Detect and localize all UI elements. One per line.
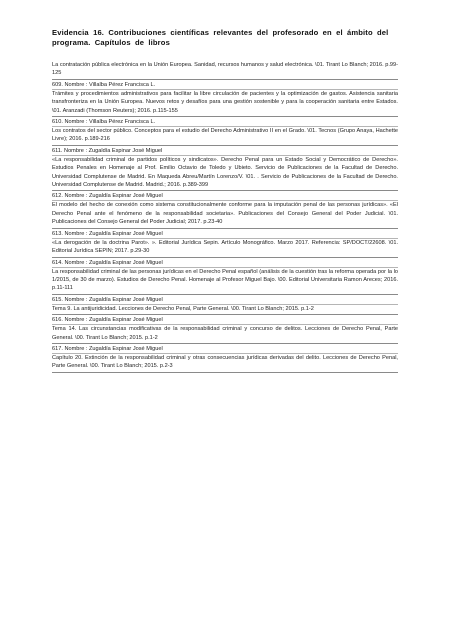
entry-text: Trámites y procedimientos administrativos para facilitar la libre circulación de pacientes y la optimización de gastos. Asistencia sanitaria transfronteriza en la Unión Europea. Nuevos retos y desafíos para una gestión sostenible y para la cooperación sanitaria entre Estados. \01. Aranzadi (Thomson Reuters); 2016. p.115-155 — [52, 90, 398, 114]
entry-text: El modelo del hecho de conexión como sistema constitucionalmente conforme para la imputación penal de las personas jurídicas». «El Derecho Penal ante el fenómeno de la responsabilidad societaria». Publicaciones del Consejo General del Poder Judicial. \01. Publicaciones del Consejo General del Poder Judicial; 2017. p.23-40 — [52, 202, 398, 226]
entry-header: 610. Nombre : Villalba Pérez Francisca L. — [52, 118, 398, 127]
entry-text: La contratación pública electrónica en la Unión Europea. Sanidad, recursos humanos y salud electrónica. \01. Tirant Lo Blanch; 2016. p.99-125 — [52, 62, 398, 77]
document-page — [52, 28, 398, 373]
entry-header: 616. Nombre : Zugaldía Espinar José Miguel — [52, 316, 398, 325]
list-item — [52, 191, 398, 228]
entry-header: 614. Nombre : Zugaldía Espinar José Miguel — [52, 259, 398, 268]
list-item — [52, 146, 398, 192]
entry-text: Capítulo 20. Extinción de la responsabilidad criminal y otras consecuencias jurídicas derivadas del delito. Lecciones de Derecho Penal, Parte General. \00. Tirant Lo Blanch; 2015. p.2-3 — [52, 354, 398, 370]
entry-header: 611. Nombre : Zugaldía Espinar José Miguel — [52, 147, 398, 156]
entry-text: Tema 9. La antijuridicidad. Lecciones de Derecho Penal, Parte General. \00. Tirant Lo Blanch; 2015. p.1-2 — [52, 305, 314, 312]
list-item — [52, 344, 398, 373]
entry-text: «La derogación de la doctrina Parot». ». Editorial Jurídica Sepin. Artículo Monográfico. Marzo 2017. Referencia: SP/DOCT/22608. \01. Editorial Jurídica SEPIN; 2017. p.29-30 — [52, 239, 398, 255]
entry-text: Tema 14. Las circunstancias modificativas de la responsabilidad criminal y concurso de delitos. Lecciones de Derecho Penal, Parte General. \00. Tirant Lo Blanch; 2015. p.1-2 — [52, 326, 398, 341]
list-item — [52, 295, 398, 315]
entry-text: «La responsabilidad criminal de partidos políticos y sindicatos». Derecho Penal para un Estado Social y Democrático de Derecho». Estudios Penales en Homenaje al Prof. Emilio Octavio de Toledo y Ubieto. Servicio de Publicaciones de la Facultad de Derecho. Universidad Complutense de Madrid. En Maqueda Abreu/Martín Lorenzo/V. \01. . Servicio de Publicaciones de la Facultad de Derecho. Universidad Complutense de Madrid. Madrid.; 2016. p.389-399 — [52, 156, 398, 189]
entry-text: Los contratos del sector público. Conceptos para el estudio del Derecho Administrativo II en el Grado. \01. Tecnos (Grupo Anaya, Hachette Livre); 2016. p.189-216 — [52, 128, 398, 143]
list-item — [52, 80, 398, 117]
list-item — [52, 60, 398, 80]
entry-header: 612. Nombre : Zugaldía Espinar José Miguel — [52, 192, 398, 201]
entry-header: 615. Nombre : Zugaldía Espinar José Miguel — [52, 296, 398, 305]
entry-text: La responsabilidad criminal de las personas jurídicas en el Derecho Penal español (análisis de la cuestión tras la reforma operada por la lo 1/2015, de 30 de marzo). Estudios de Derecho Penal. Homenaje al Profesor Miguel Bajo. \00. Editorial Universitaria Ramon Areces; 2016. p.11-111 — [52, 268, 398, 292]
entries-list — [52, 60, 398, 373]
entry-header: 617. Nombre : Zugaldía Espinar José Miguel — [52, 345, 398, 354]
entry-header: 609. Nombre : Villalba Pérez Francisca L. — [52, 81, 398, 90]
list-item — [52, 258, 398, 295]
list-item — [52, 315, 398, 344]
entry-header: 613. Nombre : Zugaldía Espinar José Miguel — [52, 230, 398, 239]
list-item — [52, 229, 398, 258]
document-title: Evidencia 16. Contribuciones científicas relevantes del profesorado en el ámbito del programa. Capítulos de libros — [52, 28, 389, 47]
list-item — [52, 117, 398, 146]
